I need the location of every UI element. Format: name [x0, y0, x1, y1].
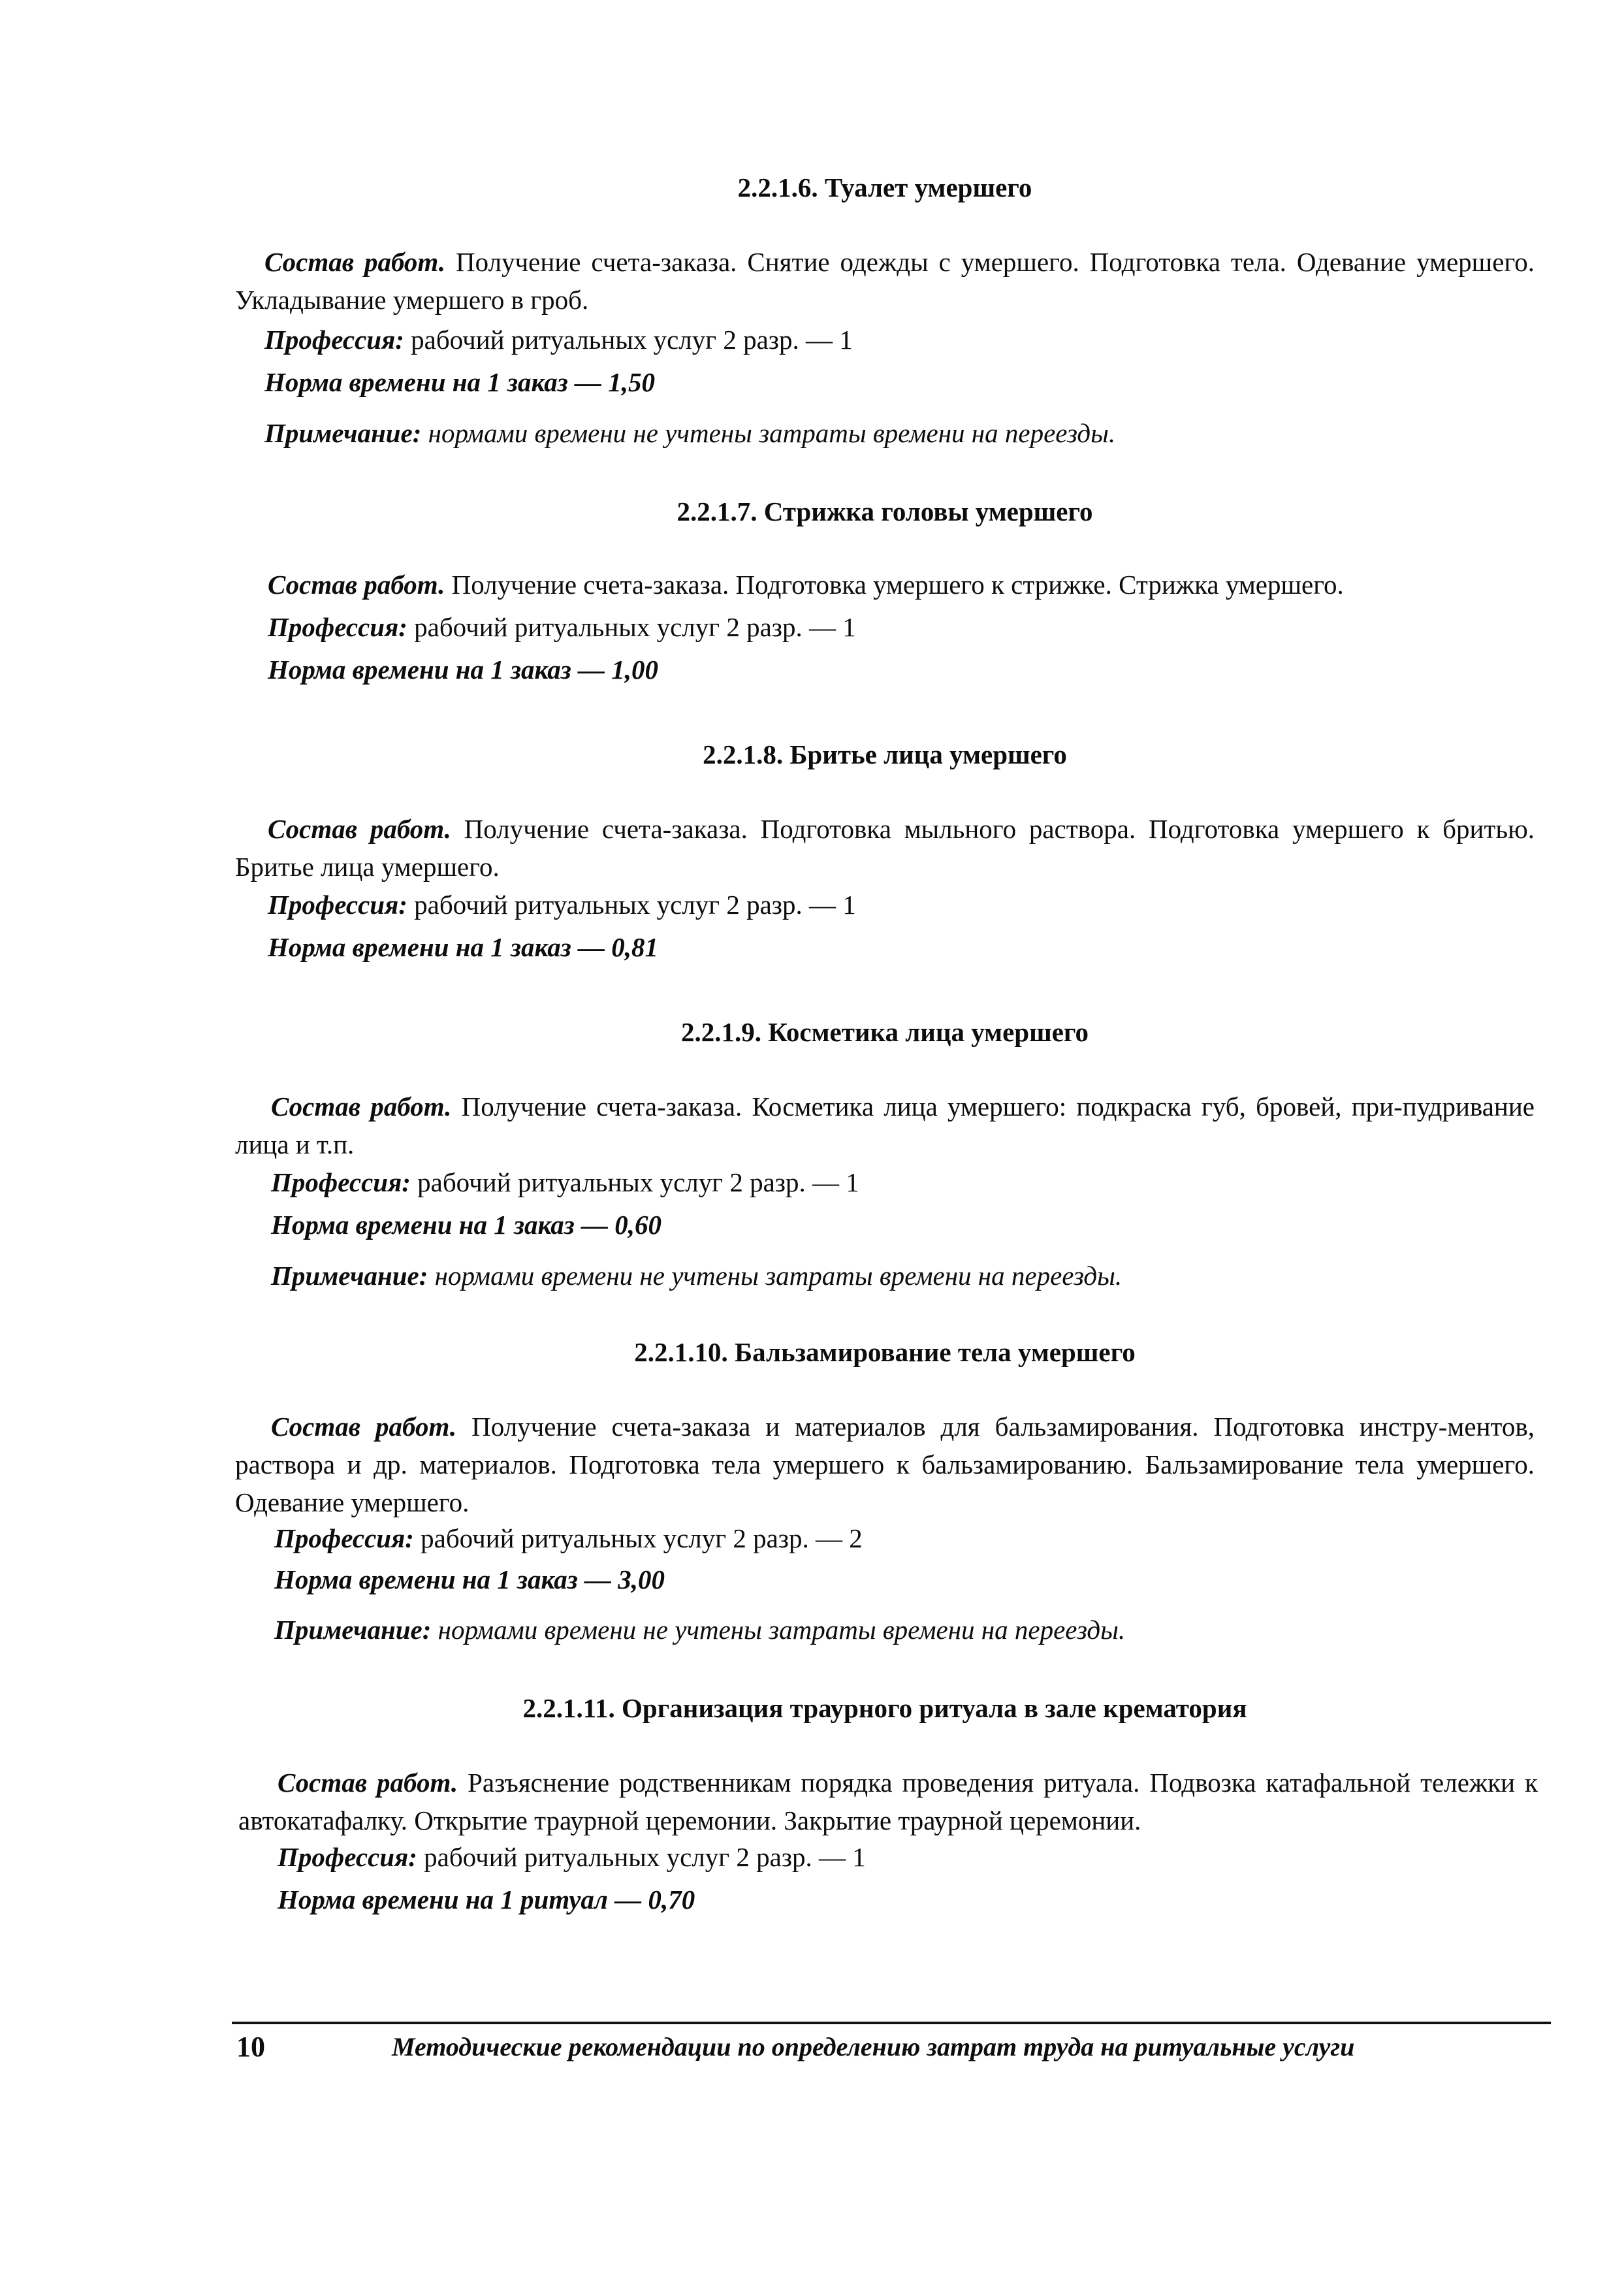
profession-label: Профессия: [274, 1523, 414, 1553]
profession-text: рабочий ритуальных услуг 2 разр. — 1 [414, 890, 856, 920]
composition-label: Состав работ. [271, 1412, 457, 1442]
composition-label: Состав работ. [268, 814, 451, 844]
profession-line [264, 323, 853, 356]
section-title: 2.2.1.9. Косметика лица умершего [680, 1017, 1089, 1047]
note-text: нормами времени не учтены затраты времени на переезды. [428, 418, 1116, 448]
composition-text: Получение счета-заказа. Снятие одежды с умершего. Подготовка тела. Одевание умершего. Укладывание умершего в гроб. [235, 247, 1535, 315]
profession-text: рабочий ритуальных услуг 2 разр. — 1 [424, 1842, 866, 1872]
note-line [271, 1259, 1122, 1292]
footer-divider [232, 2022, 1551, 2024]
composition-paragraph [235, 243, 1535, 319]
composition-paragraph [235, 1408, 1535, 1521]
time-norm: Норма времени на 1 заказ — 0,60 [271, 1210, 662, 1240]
composition-paragraph [235, 810, 1535, 886]
note-text: нормами времени не учтены затраты времени на переезды. [434, 1261, 1122, 1291]
composition-paragraph [235, 1088, 1535, 1163]
composition-text: Получение счета-заказа и материалов для бальзамирования. Подготовка инстру-ментов, раствора и др. материалов. Подготовка тела умершего к бальзамированию. Бальзамирование тела умершего. Одевание умершего. [235, 1412, 1535, 1517]
time-norm: Норма времени на 1 заказ — 3,00 [274, 1564, 665, 1594]
profession-label: Профессия: [278, 1842, 417, 1872]
composition-text: Разъяснение родственникам порядка проведения ритуала. Подвозка катафальной тележки к автокатафалку. Открытие траурной церемонии. Закрытие траурной церемонии. [238, 1768, 1538, 1835]
composition-text: Получение счета-заказа. Подготовка мыльного раствора. Подготовка умершего к бритью. Бритье лица умершего. [235, 814, 1535, 882]
section-title: 2.2.1.7. Стрижка головы умершего [677, 496, 1093, 526]
profession-line [271, 1166, 859, 1199]
composition-paragraph [235, 566, 1535, 604]
profession-text: рабочий ритуальных услуг 2 разр. — 1 [414, 612, 856, 642]
profession-label: Профессия: [268, 890, 407, 920]
profession-line [274, 1522, 863, 1555]
note-line [274, 1613, 1125, 1646]
section-title: 2.2.1.8. Бритье лица умершего [703, 739, 1067, 769]
section-title: 2.2.1.10. Бальзамирование тела умершего [634, 1337, 1136, 1367]
composition-label: Состав работ. [278, 1768, 458, 1798]
profession-text: рабочий ритуальных услуг 2 разр. — 1 [417, 1167, 859, 1197]
composition-label: Состав работ. [271, 1091, 452, 1122]
section-title: 2.2.1.11. Организация траурного ритуала в зале крематория [522, 1693, 1247, 1723]
time-norm: Норма времени на 1 заказ — 0,81 [268, 932, 659, 962]
note-label: Примечание: [264, 418, 422, 448]
note-label: Примечание: [271, 1261, 428, 1291]
profession-label: Профессия: [264, 325, 404, 355]
composition-text: Получение счета-заказа. Косметика лица умершего: подкраска губ, бровей, при-пудривание лица и т.п. [235, 1091, 1535, 1159]
profession-text: рабочий ритуальных услуг 2 разр. — 1 [411, 325, 853, 355]
running-footer: Методические рекомендации по определению затрат труда на ритуальные услуги [392, 2032, 1355, 2061]
note-label: Примечание: [274, 1615, 432, 1645]
composition-label: Состав работ. [268, 570, 445, 600]
profession-line [278, 1841, 866, 1873]
time-norm: Норма времени на 1 ритуал — 0,70 [278, 1884, 695, 1914]
time-norm: Норма времени на 1 заказ — 1,00 [268, 654, 659, 685]
composition-label: Состав работ. [264, 247, 446, 277]
time-norm: Норма времени на 1 заказ — 1,50 [264, 367, 656, 397]
profession-text: рабочий ритуальных услуг 2 разр. — 2 [421, 1523, 863, 1553]
note-line [264, 417, 1115, 449]
profession-line [268, 888, 856, 921]
profession-label: Профессия: [271, 1167, 411, 1197]
profession-line [268, 611, 856, 643]
composition-text: Получение счета-заказа. Подготовка умершего к стрижке. Стрижка умершего. [451, 570, 1344, 600]
page-number: 10 [236, 2031, 265, 2063]
profession-label: Профессия: [268, 612, 407, 642]
composition-paragraph [238, 1764, 1538, 1839]
note-text: нормами времени не учтены затраты времени на переезды. [438, 1615, 1126, 1645]
section-title: 2.2.1.6. Туалет умершего [737, 172, 1032, 202]
